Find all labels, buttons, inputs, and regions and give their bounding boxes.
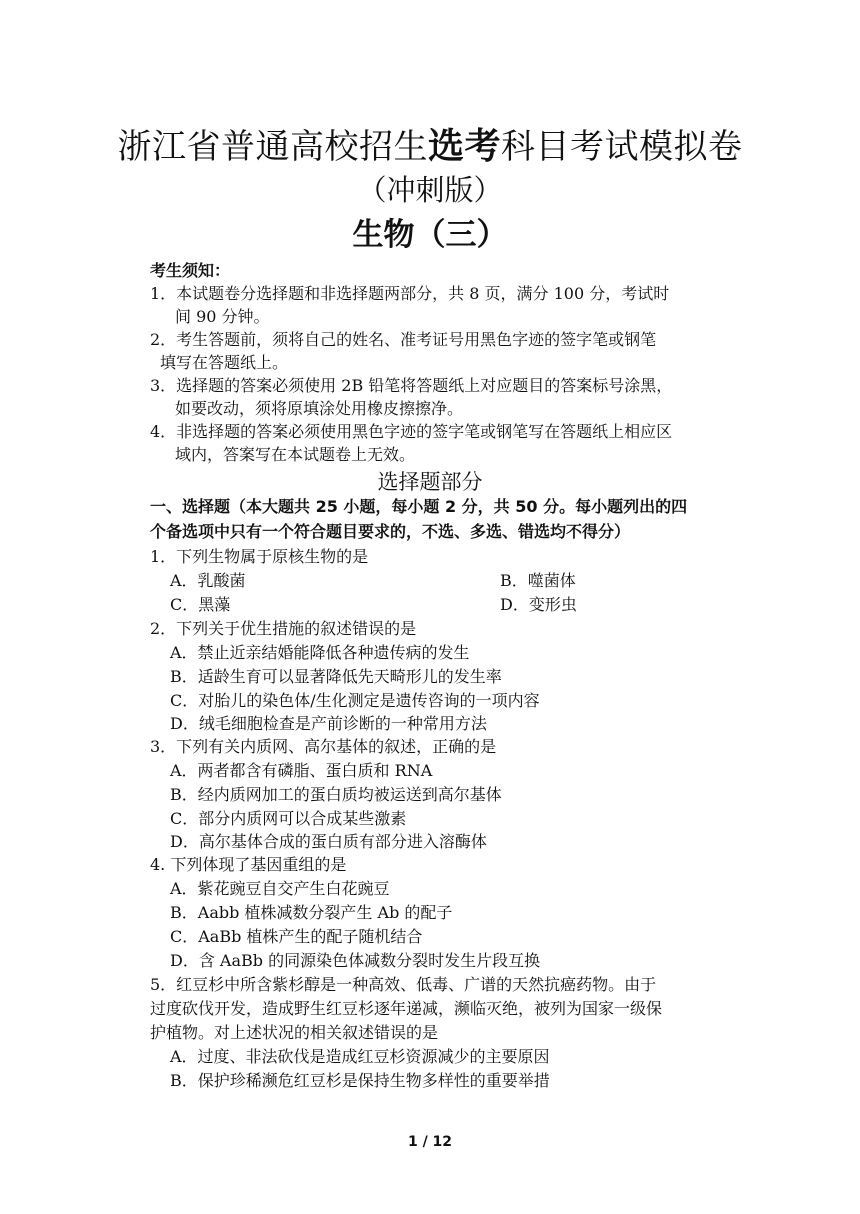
question-stem: 过度砍伐开发，造成野生红豆杉逐年递减，濒临灭绝，被列为国家一级保 bbox=[150, 999, 663, 1018]
question-stem: 2．下列关于优生措施的叙述错误的是 bbox=[150, 619, 417, 638]
notice-line: 2．考生答题前，须将自己的姓名、准考证号用黑色字迹的签字笔或钢笔 bbox=[150, 330, 657, 349]
option: B．经内质网加工的蛋白质均被运送到高尔基体 bbox=[170, 785, 502, 804]
option: A．过度、非法砍伐是造成红豆杉资源减少的主要原因 bbox=[170, 1047, 550, 1066]
notice-line: 4．非选择题的答案必须使用黑色字迹的签字笔或钢笔写在答题纸上相应区 bbox=[150, 422, 673, 441]
option: B．保护珍稀濒危红豆杉是保持生物多样性的重要举措 bbox=[170, 1071, 550, 1090]
section-title: 选择题部分 bbox=[377, 470, 483, 494]
page-number: 1 / 12 bbox=[407, 1134, 453, 1150]
option: D．绒毛细胞检查是产前诊断的一种常用方法 bbox=[170, 714, 487, 733]
option: D．变形虫 bbox=[500, 595, 577, 614]
question-stem: 3．下列有关内质网、高尔基体的叙述，正确的是 bbox=[150, 737, 497, 756]
notice-line: 域内，答案写在本试题卷上无效。 bbox=[175, 445, 416, 464]
question-stem: 4. 下列体现了基因重组的是 bbox=[150, 855, 347, 874]
question-stem: 1．下列生物属于原核生物的是 bbox=[150, 547, 369, 566]
option: C．AaBb 植株产生的配子随机结合 bbox=[170, 927, 423, 946]
notice-line: 填写在答题纸上。 bbox=[160, 353, 289, 372]
option: C．对胎儿的染色体/生化测定是遗传咨询的一项内容 bbox=[170, 691, 540, 710]
question-stem: 护植物。对上述状况的相关叙述错误的是 bbox=[150, 1023, 439, 1042]
exam-edition: （冲刺版） bbox=[357, 173, 503, 207]
option: A．两者都含有磷脂、蛋白质和 RNA bbox=[170, 761, 433, 780]
exam-subject: 生物（三） bbox=[352, 217, 508, 253]
option: B．适龄生育可以显著降低先天畸形儿的发生率 bbox=[170, 667, 502, 686]
option: D．高尔基体合成的蛋白质有部分进入溶酶体 bbox=[170, 832, 487, 851]
notice-line: 3．选择题的答案必须使用 2B 铅笔将答题纸上对应题目的答案标号涂黑， bbox=[150, 376, 673, 395]
option: A．紫花豌豆自交产生白花豌豆 bbox=[170, 879, 390, 898]
option: D．含 AaBb 的同源染色体减数分裂时发生片段互换 bbox=[170, 951, 541, 970]
section-instruction: 一、选择题（本大题共 25 小题，每小题 2 分，共 50 分。每小题列出的四 bbox=[150, 497, 688, 516]
option: A．禁止近亲结婚能降低各种遗传病的发生 bbox=[170, 643, 470, 662]
option: A．乳酸菌 bbox=[170, 571, 246, 590]
title-part1: 浙江省普通高校招生 bbox=[117, 127, 428, 167]
option: B．Aabb 植株减数分裂产生 Ab 的配子 bbox=[170, 903, 453, 922]
option: B．噬菌体 bbox=[500, 571, 576, 590]
notice-line: 如要改动，须将原填涂处用橡皮擦擦净。 bbox=[175, 399, 464, 418]
question-stem: 5．红豆杉中所含紫杉醇是一种高效、低毒、广谱的天然抗癌药物。由于 bbox=[150, 975, 657, 994]
option: C．部分内质网可以合成某些激素 bbox=[170, 809, 407, 828]
exam-title bbox=[0, 123, 860, 171]
option: C．黑藻 bbox=[170, 595, 231, 614]
title-emphasis: 选考 bbox=[427, 126, 501, 167]
notice-line: 间 90 分钟。 bbox=[175, 307, 270, 326]
section-instruction: 个备选项中只有一个符合题目要求的，不选、多选、错选均不得分） bbox=[150, 522, 631, 541]
title-part2: 科目考试模拟卷 bbox=[501, 127, 743, 167]
notice-line: 1．本试题卷分选择题和非选择题两部分，共 8 页，满分 100 分，考试时 bbox=[150, 284, 670, 303]
notice-heading: 考生须知： bbox=[150, 261, 231, 280]
